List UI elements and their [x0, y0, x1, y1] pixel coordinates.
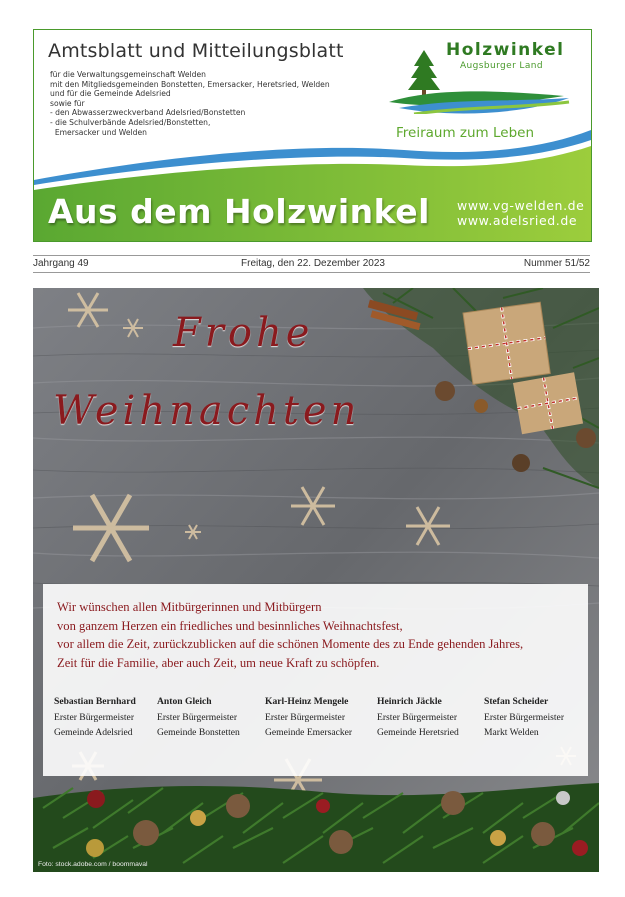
masthead-line: mit den Mitgliedsgemeinden Bonstetten, Emersacker, Heretsried, Welden [50, 79, 330, 89]
signer-place: Gemeinde Adelsried [54, 727, 133, 738]
wood-background [33, 288, 599, 872]
issue-date: Freitag, den 22. Dezember 2023 [241, 258, 385, 269]
masthead-line: sowie für [50, 98, 85, 108]
message-line: Wir wünschen allen Mitbürgerinnen und Mitbürgern [57, 600, 322, 614]
greeting-title [173, 310, 313, 356]
logo-subtitle: Augsburger Land [460, 61, 543, 71]
signer-name: Karl-Heinz Mengele [265, 696, 349, 707]
issue-meta-bar [33, 255, 590, 273]
signer-title: Erster Bürgermeister [54, 711, 135, 723]
signer-name: Sebastian Bernhard [54, 696, 136, 707]
masthead-line: - den Abwasserzweckverband Adelsried/Bonstetten [50, 108, 246, 118]
signer-place: Gemeinde Heretsried [377, 727, 459, 738]
masthead-line: für die Verwaltungsgemeinschaft Welden [50, 70, 206, 79]
signer-place: Gemeinde Bonstetten [157, 727, 240, 738]
christmas-photo [33, 288, 599, 872]
pine-garland [33, 783, 599, 872]
message-line: vor allem die Zeit, zurückzublicken auf die schönen Momente des zu Ende gehenden Jahres, [57, 637, 524, 651]
signature-block [54, 694, 136, 741]
website-links [457, 198, 584, 228]
volume-label: Jahrgang 49 [33, 258, 89, 269]
signer-title: Erster Bürgermeister [157, 711, 238, 723]
season-greeting-text [57, 598, 582, 672]
issue-number: Nummer 51/52 [523, 258, 590, 269]
masthead-subtitle-lines [50, 70, 330, 137]
signer-title: Erster Bürgermeister [377, 711, 458, 723]
signature-block [265, 694, 352, 741]
signer-name: Heinrich Jäckle [377, 696, 442, 707]
greeting-line-2: Weihnachten [53, 388, 361, 434]
website-link-adelsried[interactable]: www.adelsried.de [457, 213, 578, 228]
gift-box-small [513, 372, 583, 434]
signature-block [377, 694, 459, 741]
masthead-line: und für die Gemeinde Adelsried [50, 89, 171, 99]
greeting-line-1: Frohe [173, 310, 314, 356]
masthead-line: Emersacker und Welden [50, 127, 147, 137]
logo-name: Holzwinkel [446, 40, 565, 60]
signer-name: Stefan Scheider [484, 696, 549, 707]
signer-title: Erster Bürgermeister [484, 711, 565, 723]
signer-place: Gemeinde Emersacker [265, 727, 353, 738]
signer-place: Markt Welden [484, 727, 539, 738]
message-line: Zeit für die Familie, aber auch Zeit, um neue Kraft zu schöpfen. [57, 655, 380, 670]
slogan: Freiraum zum Leben [396, 125, 535, 141]
signer-name: Anton Gleich [157, 696, 212, 707]
signature-block [157, 694, 240, 741]
masthead-title: Amtsblatt und Mitteilungsblatt [48, 40, 344, 62]
masthead-line: - die Schulverbände Adelsried/Bonstetten, [50, 117, 211, 127]
message-box [43, 584, 588, 776]
newspaper-title: Aus dem Holzwinkel [48, 192, 430, 231]
signature-block [484, 694, 564, 741]
message-line: von ganzem Herzen ein friedliches und besinnliches Weihnachtsfest, [57, 618, 403, 633]
gift-box-large [463, 302, 550, 384]
greeting-title-2 [53, 388, 360, 434]
photo-credit: Foto: stock.adobe.com / boommaval [38, 861, 148, 868]
masthead [33, 29, 592, 242]
signer-title: Erster Bürgermeister [265, 711, 346, 723]
website-link-vg-welden[interactable]: www.vg-welden.de [457, 198, 585, 213]
